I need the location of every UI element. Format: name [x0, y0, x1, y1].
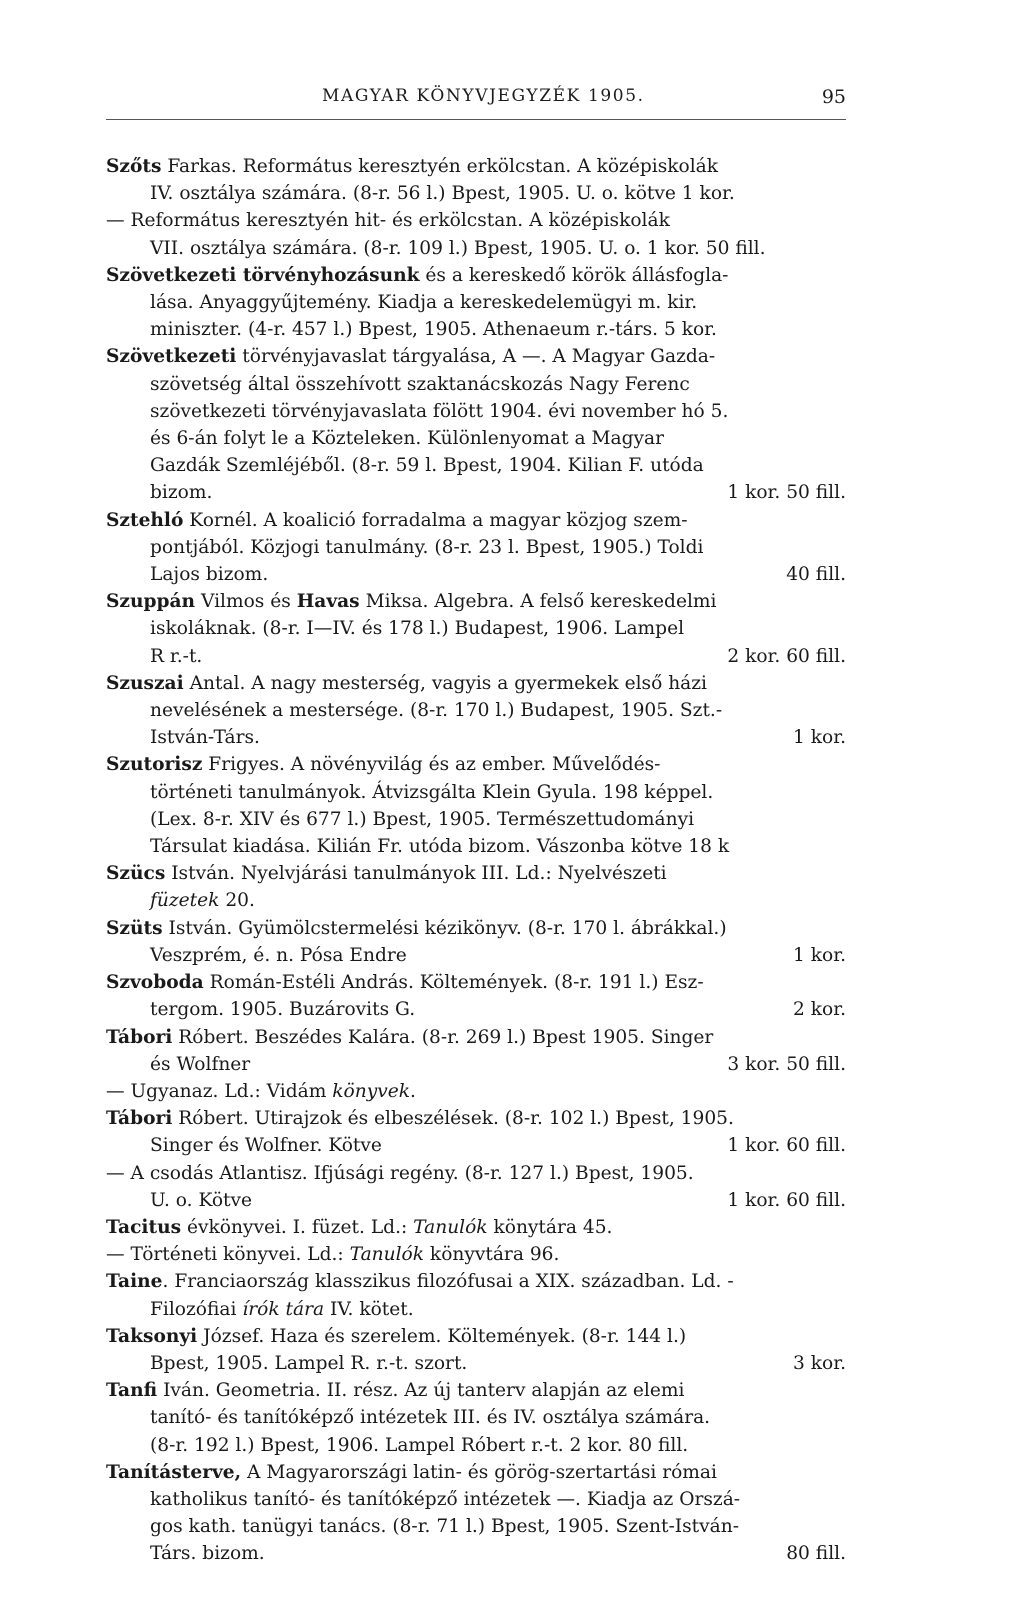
entry-text: 20.	[219, 890, 255, 912]
entry-text: Miksa. Algebra. A felső kereskedelmi	[359, 591, 717, 613]
entry-price: 3 kor. 50 fill.	[727, 1053, 846, 1075]
catalog-line	[106, 996, 846, 1023]
entry-price: 40 fill.	[786, 564, 846, 586]
entry-text: István-Társ.	[150, 727, 260, 749]
entry-text: tanító- és tanítóképző intézetek III. és IV. osztálya számára.	[150, 1407, 711, 1429]
entry-text: IV. kötet.	[324, 1298, 414, 1320]
catalog-line	[106, 724, 846, 751]
catalog-line	[106, 588, 846, 615]
entry-text: katholikus tanító- és tanítóképző intézetek —. Kiadja az Orszá-	[150, 1488, 741, 1510]
catalog-line	[106, 207, 846, 234]
catalog-line	[106, 316, 846, 343]
catalog-line	[106, 153, 846, 180]
entry-text: József. Haza és szerelem. Költemények. (8-r. 144 l.)	[197, 1325, 687, 1347]
catalog-line	[106, 371, 846, 398]
entry-text: törvényjavaslat tárgyalása, A —. A Magyar Gazda-	[236, 346, 716, 368]
entry-text: István. Nyelvjárási tanulmányok III. Ld.: Nyelvészeti	[165, 863, 667, 885]
catalog-line	[106, 398, 846, 425]
catalog-line	[106, 289, 846, 316]
catalog-line	[106, 1214, 846, 1241]
entry-author: Tacitus	[106, 1216, 182, 1238]
catalog-line	[106, 1350, 846, 1377]
catalog-line	[106, 425, 846, 452]
entry-text: tergom. 1905. Buzárovits G.	[150, 999, 416, 1021]
entry-text: — Református keresztyén hit- és erkölcstan. A középiskolák	[106, 210, 670, 232]
entry-text: Lajos bizom.	[150, 564, 269, 586]
catalog-line	[106, 479, 846, 506]
entry-text: könyvtára 96.	[424, 1244, 560, 1266]
entry-price: 1 kor. 60 fill.	[727, 1135, 846, 1157]
header-rule	[106, 119, 846, 120]
entry-text: Gazdák Szemléjéből. (8-r. 59 l. Bpest, 1904. Kilian F. utóda	[150, 455, 704, 477]
catalog-line	[106, 887, 846, 914]
entry-author: Szövetkezeti	[106, 346, 237, 368]
catalog-line	[106, 1024, 846, 1051]
entry-text: történeti tanulmányok. Átvizsgálta Klein Gyula. 198 képpel.	[150, 781, 714, 803]
entry-series: Tanulók	[413, 1216, 488, 1238]
entry-author: Tanfi	[106, 1380, 158, 1402]
entry-text: miniszter. (4-r. 457 l.) Bpest, 1905. Athenaeum r.-társ. 5 kor.	[150, 319, 717, 341]
page-number: 95	[821, 86, 846, 108]
catalog-line	[106, 1459, 846, 1486]
entry-text: U. o. Kötve	[150, 1189, 253, 1211]
entry-author: Szvoboda	[106, 972, 204, 994]
entry-price: 2 kor. 60 fill.	[727, 645, 846, 667]
entry-series: könyvek	[332, 1080, 410, 1102]
entry-text: . Franciaország klasszikus filozófusai a XIX. században. Ld. -	[162, 1271, 734, 1293]
entry-text: lása. Anyaggyűjtemény. Kiadja a kereskedelemügyi m. kir.	[150, 292, 698, 314]
entry-author: Tanításterve,	[106, 1461, 242, 1483]
entry-text: A Magyarországi latin- és görög-szertartási római	[241, 1461, 717, 1483]
catalog-line	[106, 180, 846, 207]
catalog-line	[106, 1160, 846, 1187]
entry-text: Róbert. Beszédes Kalára. (8-r. 269 l.) Bpest 1905. Singer	[172, 1026, 714, 1048]
catalog-line	[106, 452, 846, 479]
catalog-line	[106, 779, 846, 806]
entry-text: VII. osztálya számára. (8-r. 109 l.) Bpest, 1905. U. o. 1 kor. 50 fill.	[150, 237, 766, 259]
entry-author: Szüts	[106, 917, 163, 939]
entry-text: Róbert. Utirajzok és elbeszélések. (8-r. 102 l.) Bpest, 1905.	[172, 1108, 734, 1130]
entry-text: — A csodás Atlantisz. Ifjúsági regény. (8-r. 127 l.) Bpest, 1905.	[106, 1162, 694, 1184]
catalog-line	[106, 1241, 846, 1268]
entry-author: Havas	[296, 591, 360, 613]
entry-text: iskoláknak. (8-r. I—IV. és 178 l.) Budapest, 1906. Lampel	[150, 618, 685, 640]
catalog-line	[106, 1078, 846, 1105]
entry-author: Taine	[106, 1271, 163, 1293]
entry-text: R r.-t.	[150, 645, 203, 667]
entry-author: Tábori	[106, 1108, 173, 1130]
entry-price: 2 kor.	[793, 999, 846, 1021]
catalog-line	[106, 1051, 846, 1078]
catalog-line	[106, 534, 846, 561]
entry-author: Tábori	[106, 1026, 173, 1048]
entry-text: IV. osztálya számára. (8-r. 56 l.) Bpest, 1905. U. o. kötve 1 kor.	[150, 183, 735, 205]
catalog-line	[106, 942, 846, 969]
entry-price: 80 fill.	[786, 1543, 846, 1565]
entry-text: és 6-án folyt le a Közteleken. Különlenyomat a Magyar	[150, 428, 664, 450]
entry-text: — Ugyanaz. Ld.: Vidám	[106, 1080, 333, 1102]
entry-author: Szuszai	[106, 672, 184, 694]
entry-text: évkönyvei. I. füzet. Ld.:	[181, 1216, 414, 1238]
catalog-line	[106, 1132, 846, 1159]
entry-author: Szövetkezeti törvényhozásunk	[106, 264, 420, 286]
entry-price: 1 kor. 50 fill.	[727, 482, 846, 504]
catalog-line	[106, 697, 846, 724]
entry-text: és Wolfner	[150, 1053, 251, 1075]
entry-text: Kornél. A koalició forradalma a magyar közjog szem-	[183, 509, 688, 531]
entry-text: könytára 45.	[487, 1216, 613, 1238]
entry-text: — Történeti könyvei. Ld.:	[106, 1244, 350, 1266]
catalog-line	[106, 860, 846, 887]
entry-series: írók tára	[242, 1298, 325, 1320]
page-header	[106, 86, 846, 116]
entry-text: pontjából. Közjogi tanulmány. (8-r. 23 l. Bpest, 1905.) Toldi	[150, 536, 704, 558]
entry-text: Társulat kiadása. Kilián Fr. utóda bizom. Vászonba kötve 18 k	[150, 836, 730, 858]
catalog-line	[106, 915, 846, 942]
running-head: MAGYAR KÖNYVJEGYZÉK 1905.	[322, 86, 645, 106]
entry-text: Filozófiai	[150, 1298, 243, 1320]
catalog-line	[106, 1540, 846, 1567]
catalog-line	[106, 1105, 846, 1132]
catalog-line	[106, 1268, 846, 1295]
entry-text: Bpest, 1905. Lampel R. r.-t. szort.	[150, 1352, 468, 1374]
catalog-line	[106, 670, 846, 697]
entry-price: 1 kor. 60 fill.	[727, 1189, 846, 1211]
entry-text: Román-Estéli András. Költemények. (8-r. 191 l.) Esz-	[203, 972, 704, 994]
catalog-line	[106, 1187, 846, 1214]
catalog-line	[106, 343, 846, 370]
catalog-line	[106, 1377, 846, 1404]
entry-price: 1 kor.	[793, 727, 846, 749]
entry-text: Frigyes. A növényvilág és az ember. Művelődés-	[202, 754, 661, 776]
catalog-line	[106, 969, 846, 996]
entry-text: Farkas. Református keresztyén erkölcstan. A középiskolák	[161, 156, 719, 177]
entry-text: Antal. A nagy mesterség, vagyis a gyermekek első házi	[183, 672, 707, 694]
entry-price: 3 kor.	[793, 1352, 846, 1374]
catalog-line	[106, 833, 846, 860]
entry-text: gos kath. tanügyi tanács. (8-r. 71 l.) Bpest, 1905. Szent-István-	[150, 1516, 739, 1538]
entry-text: Veszprém, é. n. Pósa Endre	[150, 944, 407, 966]
entry-author: Szuppán	[106, 591, 196, 613]
entry-text: Társ. bizom.	[150, 1543, 265, 1565]
entry-author: Szőts	[106, 156, 162, 177]
entry-text: bizom.	[150, 482, 213, 504]
catalog-line	[106, 262, 846, 289]
catalog-line	[106, 1513, 846, 1540]
catalog-line	[106, 235, 846, 262]
catalog-line	[106, 1432, 846, 1459]
catalog-line	[106, 1486, 846, 1513]
entry-author: Taksonyi	[106, 1325, 198, 1347]
catalog-line	[106, 561, 846, 588]
entry-text: szövetség által összehívott szaktanácskozás Nagy Ferenc	[150, 373, 690, 395]
catalog-line	[106, 615, 846, 642]
catalog-line	[106, 1296, 846, 1323]
catalog-entries	[106, 153, 846, 1568]
entry-author: Szücs	[106, 863, 166, 885]
catalog-line	[106, 643, 846, 670]
entry-text: (8-r. 192 l.) Bpest, 1906. Lampel Róbert r.-t. 2 kor. 80 fill.	[150, 1434, 689, 1456]
entry-text: szövetkezeti törvényjavaslata fölött 1904. évi november hó 5.	[150, 400, 729, 422]
catalog-line	[106, 806, 846, 833]
entry-text: István. Gyümölcstermelési kézikönyv. (8-r. 170 l. ábrákkal.)	[162, 917, 727, 939]
catalog-line	[106, 751, 846, 778]
entry-author: Szutorisz	[106, 754, 203, 776]
entry-author: Sztehló	[106, 509, 184, 531]
entry-series: füzetek	[150, 890, 220, 912]
entry-price: 1 kor.	[793, 944, 846, 966]
catalog-line	[106, 1404, 846, 1431]
catalog-line	[106, 507, 846, 534]
entry-text: (Lex. 8-r. XIV és 677 l.) Bpest, 1905. Természettudományi	[150, 808, 695, 830]
entry-series: Tanulók	[349, 1244, 425, 1266]
catalog-line	[106, 1323, 846, 1350]
entry-text: Singer és Wolfner. Kötve	[150, 1135, 382, 1157]
entry-text: Vilmos és	[195, 591, 297, 613]
entry-text: Iván. Geometria. II. rész. Az új tanterv alapján az elemi	[157, 1380, 685, 1402]
entry-text: nevelésének a mestersége. (8-r. 170 l.) Budapest, 1905. Szt.-	[150, 700, 723, 722]
entry-text: .	[409, 1080, 416, 1102]
entry-text: és a kereskedő körök állásfogla-	[419, 264, 729, 286]
